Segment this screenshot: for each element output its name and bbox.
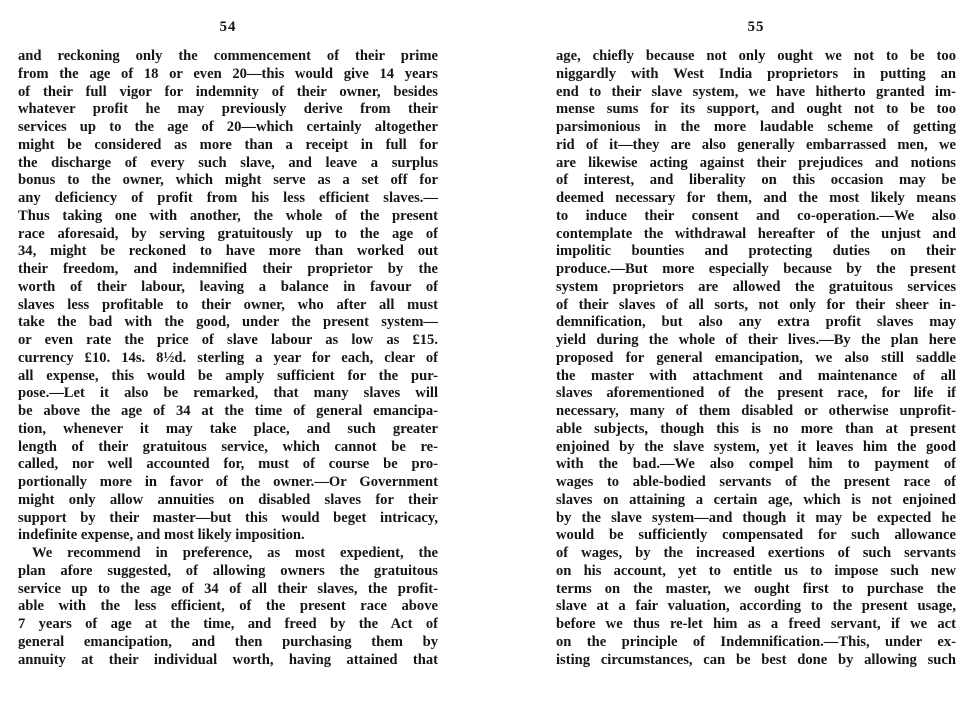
text-line: wages to able-bodied servants of the present race of [556, 474, 956, 490]
text-line: of wages, by the increased exertions of such servants [556, 545, 956, 561]
text-line: slaves less profitable to their owner, who after all must [18, 296, 438, 313]
text-line: might be considered as more than a receipt in full for [18, 136, 438, 153]
text-line: niggardly with West India proprietors in putting an [556, 65, 956, 82]
text-line: the discharge of every such slave, and leave a surplus [18, 154, 438, 171]
text-line: slaves aforementioned of the present race, for life if [556, 385, 956, 402]
text-line: necessary, many of them disabled or otherwise unprofit- [556, 403, 956, 419]
text-line: produce.—But more especially because by the present [556, 261, 956, 277]
text-line: of their full vigor for indemnity of their owner, besides [18, 83, 438, 100]
text-line: end to their slave system, we have hitherto granted im- [556, 83, 956, 100]
text-line: able with the less efficient, of the present race above [18, 598, 438, 615]
text-line: annuity at their individual worth, having attained that [18, 651, 438, 668]
text-line: plan afore suggested, of allowing owners the gratuitous [18, 562, 438, 579]
right-page-text [556, 48, 956, 669]
text-line: yield during the whole of their lives.—By the plan here [556, 332, 956, 348]
text-line: able subjects, though this is no more than at present [556, 420, 956, 437]
text-line: would be sufficiently compensated for such allowance [556, 527, 956, 544]
text-line: to induce their consent and co-operation.—We also [556, 207, 956, 224]
text-line: contemplate the withdrawal hereafter of the unjust and [556, 225, 956, 242]
text-line: services up to the age of 20—which certainly altogether [18, 119, 438, 135]
text-line: whatever profit he may previously derive from their [18, 101, 438, 118]
text-line: indefinite expense, and most likely imposition. [18, 527, 305, 544]
text-line: proposed for general emancipation, we also still saddle [556, 349, 956, 366]
text-line: system proprietors are allowed the gratuitous services [556, 278, 956, 295]
text-line: by the slave system—and though it may be expected he [556, 509, 956, 526]
text-line: and reckoning only the commencement of their prime [18, 48, 438, 64]
text-line: from the age of 18 or even 20—this would give 14 years [18, 65, 438, 82]
text-line: worth of their labour, leaving a balance in favour of [18, 278, 438, 295]
text-line: their freedom, and indemnified their proprietor by the [18, 261, 438, 277]
text-line: are likewise acting against their prejudices and notions [556, 154, 956, 171]
text-line: take the bad with the good, under the present system— [18, 314, 438, 331]
text-line: on his account, yet to entitle us to impose such new [556, 562, 956, 579]
text-line: demnification, but also any extra profit slaves may [556, 314, 956, 331]
text-line: support by their master—but this would beget intricacy, [18, 509, 438, 526]
text-line: rid of it—they are also generally embarrassed men, we [556, 136, 956, 153]
text-line: slaves on attaining a certain age, which is not enjoined [556, 491, 956, 508]
page-number-right: 55 [747, 19, 765, 35]
text-line: terms on the master, we ought first to purchase the [556, 580, 956, 597]
text-line: We recommend in preference, as most expedient, the [32, 545, 438, 561]
text-line: isting circumstances, can be best done by allowing such [556, 651, 956, 668]
text-line: mense sums for its support, and ought not to be too [556, 101, 956, 118]
text-line: pose.—Let it also be remarked, that many slaves will [18, 385, 438, 402]
text-line: slave at a fair valuation, according to the present usage, [556, 598, 956, 615]
text-line: currency £10. 14s. 8½d. sterling a year for each, clear of [18, 349, 438, 366]
text-line: the master with attachment and maintenance of all [556, 367, 956, 384]
text-line: on the principle of Indemnification.—This, under ex- [556, 633, 956, 650]
page-number-left: 54 [219, 19, 237, 35]
text-line: parsimonious in the more laudable scheme of getting [556, 119, 956, 135]
text-line: of interest, and liberality on this occasion may be [556, 172, 956, 189]
left-page [18, 0, 438, 701]
text-line: before we thus re-let him as a freed servant, if we act [556, 616, 956, 632]
text-line: or even rate the price of slave labour as low as £15. [18, 332, 438, 348]
text-line: 34, might be reckoned to have more than worked out [18, 243, 438, 260]
text-line: length of their gratuitous service, which cannot be re- [18, 438, 438, 455]
text-line: tion, whenever it may take place, and such greater [18, 420, 438, 437]
text-line: bonus to the owner, which might serve as a set off for [18, 172, 438, 189]
text-line: service up to the age of 34 of all their slaves, the profit- [18, 580, 438, 597]
text-line: 7 years of age at the time, and freed by the Act of [18, 616, 438, 632]
text-line: age, chiefly because not only ought we not to be too [556, 48, 956, 64]
text-line: any deficiency of profit from his less efficient slaves.— [18, 190, 438, 206]
text-line: impolitic bounties and protecting duties on their [556, 243, 956, 260]
text-line: all expense, this would be amply sufficient for the pur- [18, 367, 438, 384]
text-line: of their slaves of all sorts, not only for their sheer in- [556, 296, 956, 313]
text-line: race aforesaid, by serving gratuitously up to the age of [18, 225, 438, 242]
text-line: might only allow annuities on disabled slaves for their [18, 491, 438, 508]
text-line: general emancipation, and then purchasing them by [18, 633, 438, 650]
text-line: be above the age of 34 at the time of general emancipa- [18, 403, 438, 419]
text-line: portionally more in favor of the owner.—Or Government [18, 474, 438, 490]
left-page-text [18, 48, 438, 669]
text-line: deemed necessary for them, and the most likely means [556, 190, 956, 206]
text-line: with the bad.—We also compel him to payment of [556, 456, 956, 473]
right-page [556, 0, 956, 701]
text-line: Thus taking one with another, the whole of the present [18, 207, 438, 224]
text-line: called, nor well accounted for, must of course be pro- [18, 456, 438, 473]
text-line: enjoined by the slave system, yet it leaves him the good [556, 438, 956, 455]
